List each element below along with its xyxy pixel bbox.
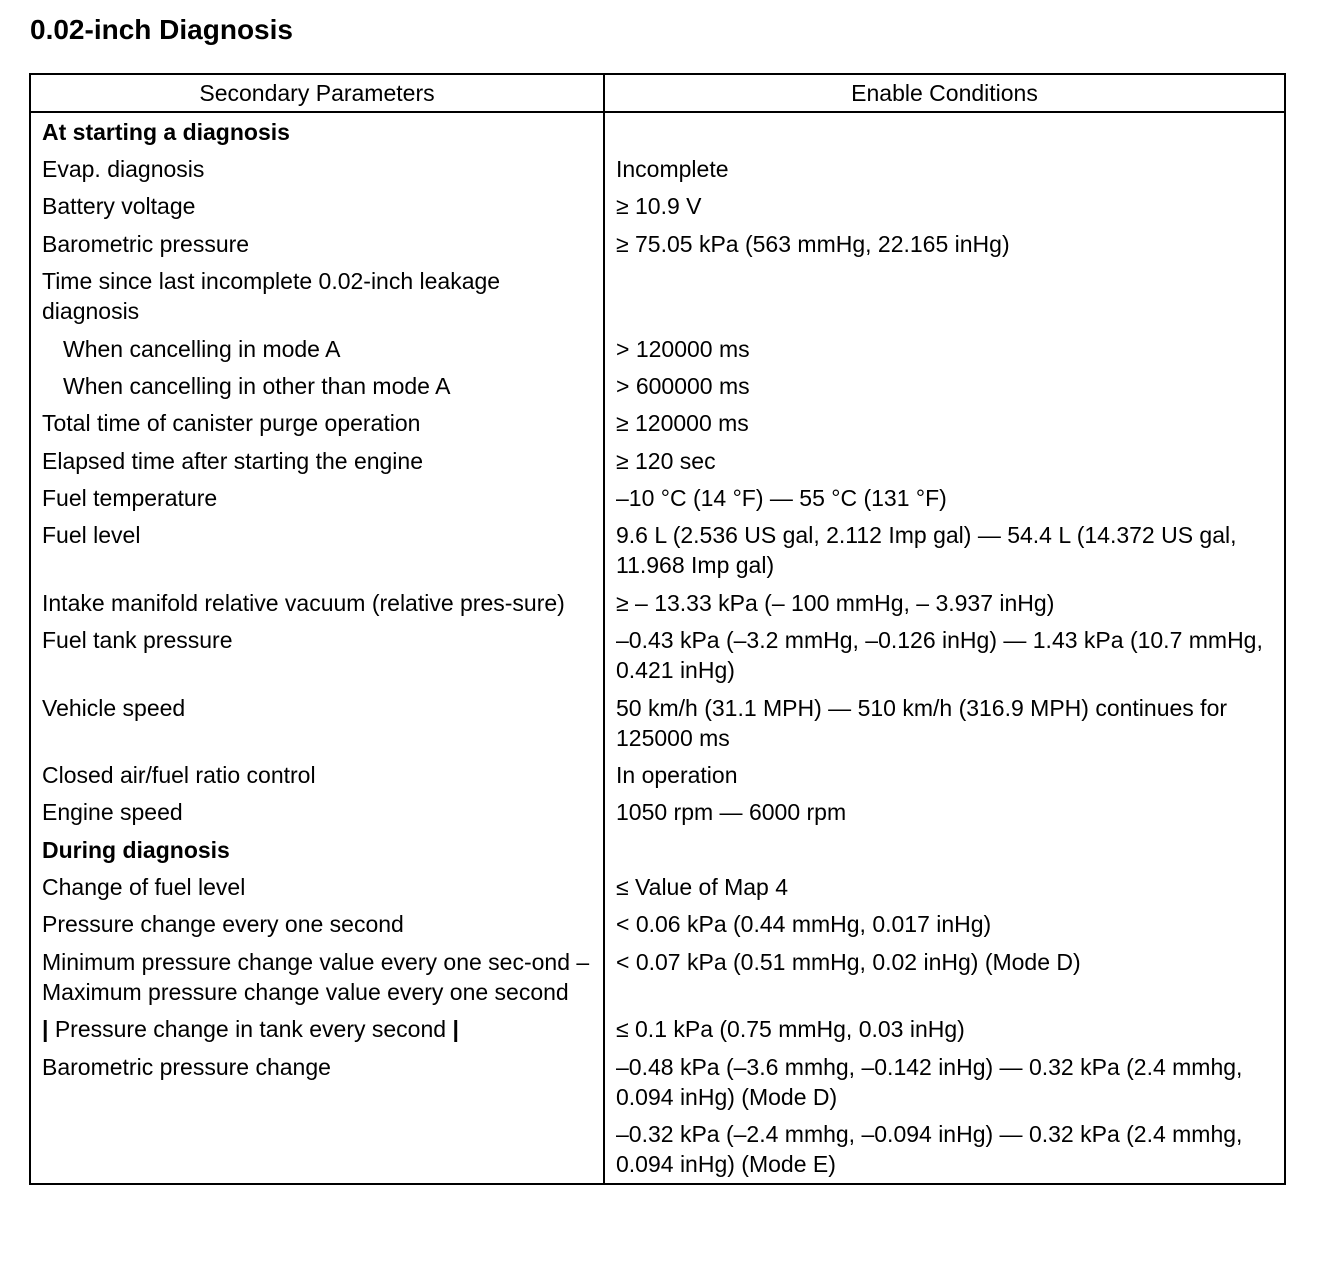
condition-cell: –0.48 kPa (–3.6 mmhg, –0.142 inHg) — 0.32 kPa (2.4 mmhg, 0.094 inHg) (Mode D) [616, 1053, 1243, 1110]
parameter-cell [30, 1115, 604, 1183]
table-row [30, 517, 1285, 584]
parameter-cell: Closed air/fuel ratio control [30, 756, 604, 793]
condition-cell [604, 831, 1285, 868]
table-row [30, 188, 1285, 225]
table-row [30, 906, 1285, 943]
condition-cell: Incomplete [616, 156, 729, 183]
parameter-cell: Fuel level [30, 517, 604, 584]
table-row [30, 479, 1285, 516]
parameter-cell: Change of fuel level [30, 868, 604, 905]
table-row [30, 225, 1285, 262]
condition-cell: ≥ – 13.33 kPa (– 100 mmHg, – 3.937 inHg) [616, 589, 1055, 616]
table-row [30, 1115, 1285, 1183]
table-row [30, 689, 1285, 756]
condition-cell: –10 °C (14 °F) — 55 °C (131 °F) [616, 485, 947, 512]
table-row [30, 622, 1285, 689]
parameter-cell: Minimum pressure change value every one sec-ond – Maximum pressure change value every one second [30, 943, 604, 1010]
enable-conditions-table [29, 73, 1286, 1185]
table-row [30, 794, 1285, 831]
parameter-cell: Fuel tank pressure [30, 622, 604, 689]
parameter-cell: Elapsed time after starting the engine [30, 442, 604, 479]
condition-cell: 50 km/h (31.1 MPH) — 510 km/h (316.9 MPH) continues for 125000 ms [616, 694, 1228, 751]
table-row [30, 330, 1285, 367]
parameter-cell-indented: When cancelling in mode A [30, 330, 604, 367]
table-row [30, 367, 1285, 404]
table-header-row [30, 74, 1285, 112]
table-row [30, 442, 1285, 479]
parameter-cell: Total time of canister purge operation [30, 405, 604, 442]
table-row [30, 756, 1285, 793]
parameter-cell: Time since last incomplete 0.02-inch leakage diagnosis [30, 263, 604, 330]
condition-cell [604, 112, 1285, 150]
table-row [30, 1048, 1285, 1115]
parameter-cell: Vehicle speed [30, 689, 604, 756]
section-row [30, 831, 1285, 868]
condition-cell: > 120000 ms [616, 335, 750, 362]
condition-cell: –0.43 kPa (–3.2 mmHg, –0.126 inHg) — 1.43 kPa (10.7 mmHg, 0.421 inHg) [616, 627, 1263, 684]
table-row [30, 1011, 1285, 1048]
absolute-bar-right: | [452, 1016, 459, 1043]
condition-cell: –0.32 kPa (–2.4 mmhg, –0.094 inHg) — 0.32 kPa (2.4 mmhg, 0.094 inHg) (Mode E) [616, 1120, 1243, 1177]
table-row [30, 150, 1285, 187]
header-enable-conditions: Enable Conditions [604, 74, 1285, 112]
condition-cell: < 0.06 kPa (0.44 mmHg, 0.017 inHg) [616, 911, 992, 938]
parameter-cell: Evap. diagnosis [30, 150, 604, 187]
parameter-cell: Battery voltage [30, 188, 604, 225]
table-row [30, 868, 1285, 905]
header-secondary-parameters: Secondary Parameters [30, 74, 604, 112]
parameter-text: Pressure change in tank every second [54, 1016, 447, 1043]
parameter-cell: Barometric pressure change [30, 1048, 604, 1115]
absolute-bar-left: | [42, 1016, 49, 1043]
condition-cell: 9.6 L (2.536 US gal, 2.112 Imp gal) — 54.4 L (14.372 US gal, 11.968 Imp gal) [616, 522, 1237, 579]
table-row [30, 405, 1285, 442]
condition-cell: In operation [616, 761, 738, 788]
table-row [30, 584, 1285, 621]
condition-cell: ≥ 120000 ms [616, 410, 749, 437]
parameter-cell: Barometric pressure [30, 225, 604, 262]
parameter-cell: Pressure change every one second [30, 906, 604, 943]
condition-cell: ≥ 75.05 kPa (563 mmHg, 22.165 inHg) [616, 230, 1010, 257]
condition-cell: 1050 rpm — 6000 rpm [616, 799, 847, 826]
parameter-cell-indented: When cancelling in other than mode A [30, 367, 604, 404]
parameter-cell: Intake manifold relative vacuum (relative pres-sure) [30, 584, 604, 621]
condition-cell: < 0.07 kPa (0.51 mmHg, 0.02 inHg) (Mode D) [616, 948, 1081, 975]
table-row [30, 263, 1285, 330]
condition-cell: ≤ 0.1 kPa (0.75 mmHg, 0.03 inHg) [616, 1016, 965, 1043]
condition-cell: ≥ 10.9 V [616, 193, 702, 220]
section-heading: At starting a diagnosis [30, 112, 604, 150]
page-title: 0.02-inch Diagnosis [30, 14, 293, 45]
condition-cell: ≥ 120 sec [616, 447, 716, 474]
condition-cell [604, 263, 1285, 330]
parameter-cell-barred [30, 1011, 604, 1048]
section-heading: During diagnosis [30, 831, 604, 868]
condition-cell: > 600000 ms [616, 372, 750, 399]
condition-cell: ≤ Value of Map 4 [616, 874, 789, 901]
section-row [30, 112, 1285, 150]
parameter-cell: Fuel temperature [30, 479, 604, 516]
table-row [30, 943, 1285, 1010]
parameter-cell: Engine speed [30, 794, 604, 831]
